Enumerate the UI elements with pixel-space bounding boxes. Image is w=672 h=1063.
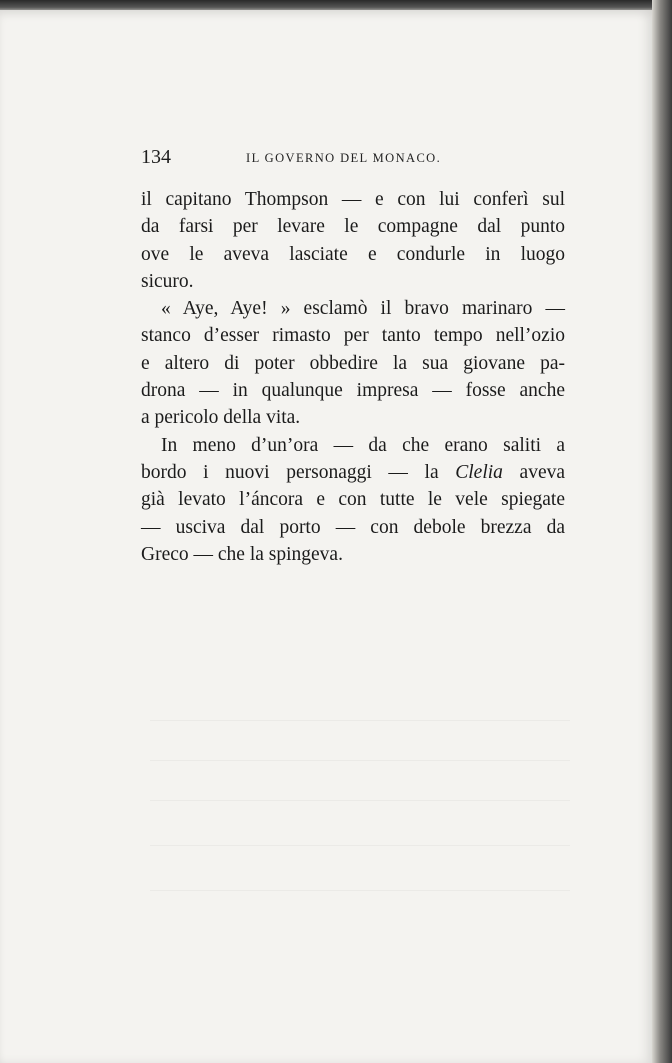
running-head: IL GOVERNO DEL MONACO. <box>246 151 442 165</box>
text-line: Greco — che la spingeva. <box>141 543 343 565</box>
text-line: il capitano Thompson — e con lui conferì sul <box>141 189 565 210</box>
text-line: sicuro. <box>141 270 194 292</box>
page-binding-edge <box>652 0 672 1063</box>
text-line: stanco d’esser rimasto per tanto tempo nell’ozio <box>141 325 565 347</box>
body-text <box>141 186 565 568</box>
page-header <box>141 146 565 172</box>
text-line: già levato l’áncora e con tutte le vele spiegate <box>141 489 565 511</box>
bleed-through-line <box>150 845 570 846</box>
page-number: 134 <box>141 146 171 168</box>
bleed-through-line <box>150 890 570 891</box>
text-line: In meno d’un’ora — da che erano saliti a <box>161 434 565 456</box>
bleed-through-line <box>150 800 570 801</box>
text-line: ove le aveva lasciate e condurle in luogo <box>141 243 565 265</box>
text-line: e altero di poter obbedire la sua giovane pa- <box>141 352 565 374</box>
bleed-through-line <box>150 720 570 721</box>
text-segment: aveva <box>502 461 565 483</box>
bleed-through-line <box>150 760 570 761</box>
text-line: da farsi per levare le compagne dal punto <box>141 216 565 238</box>
text-line: a pericolo della vita. <box>141 407 301 429</box>
text-line: — usciva dal porto — con debole brezza da <box>141 516 565 538</box>
ship-name: Clelia <box>455 461 503 483</box>
text-line: drona — in qualunque impresa — fosse anche <box>141 380 565 402</box>
text-segment: bordo i nuovi personaggi — la <box>141 461 456 483</box>
text-line: « Aye, Aye! » esclamò il bravo marinaro — <box>161 298 565 320</box>
text-line-with-italic <box>141 459 565 486</box>
